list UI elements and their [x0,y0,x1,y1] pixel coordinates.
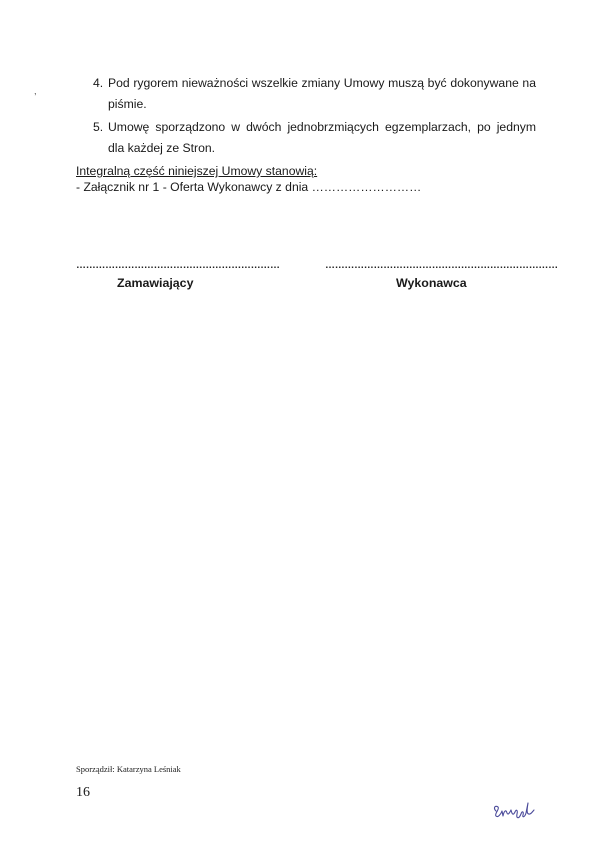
prepared-by: Sporządził: Katarzyna Leśniak [76,764,181,774]
signature-label-zamawiajacy: Zamawiający [117,276,194,290]
attachments-heading: Integralną część niniejszej Umowy stanowią: [76,164,318,178]
clause-4 [93,73,536,114]
clause-number: 4. [93,76,104,90]
handwritten-initials-signature [490,797,538,823]
signature-line-right: ……………………………………………………………… [325,260,558,271]
attachment-item: - Załącznik nr 1 - Oferta Wykonawcy z dnia ……………………… [76,180,422,194]
clause-number: 5. [93,120,104,134]
page-number: 16 [76,785,90,800]
signature-line-left: ……………………………………………………… [76,260,280,271]
clause-text: Pod rygorem nieważności wszelkie zmiany Umowy muszą być dokonywane na piśmie. [108,76,536,111]
scan-speck: , [34,86,37,96]
attachments-section [76,163,421,195]
clause-5 [93,117,536,158]
signature-label-wykonawca: Wykonawca [396,276,467,290]
clause-text: Umowę sporządzono w dwóch jednobrzmiących egzemplarzach, po jednym dla każdej ze Stron. [108,120,536,155]
